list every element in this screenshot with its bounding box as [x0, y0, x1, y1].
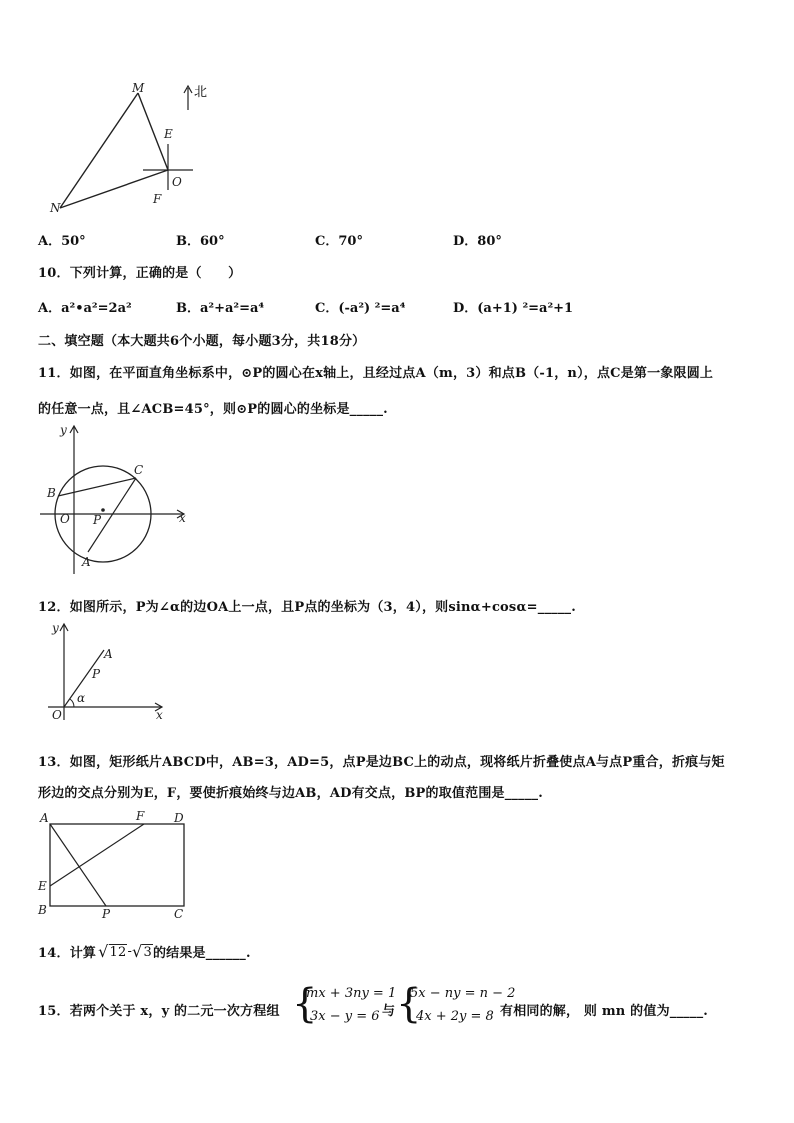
label-N: N [50, 201, 61, 215]
label-O: O [52, 708, 62, 722]
q15-suffix: 有相同的解， 则 mn 的值为_____. [500, 1004, 709, 1019]
q10-option-d[interactable]: D．(a+1) ²=a²+1 [453, 301, 574, 316]
figure-q13-diagram [36, 808, 196, 920]
q15-brace-2: { [396, 981, 422, 1027]
q9-option-a[interactable]: A．50° [38, 234, 86, 249]
q15-mid: 与 [382, 1004, 396, 1019]
label-D: D [174, 811, 184, 825]
q15-sys2-eq1: 5x − ny = n − 2 [410, 986, 516, 1001]
label-C: C [134, 463, 144, 477]
sqrt-12-value: 12 [109, 944, 127, 960]
sqrt-3-value: 3 [143, 944, 152, 960]
section-heading: 二、填空题（本大题共6个小题，每小题3分，共18分） [38, 334, 366, 349]
label-alpha: α [77, 691, 86, 705]
label-M: M [132, 81, 145, 95]
q9-option-b[interactable]: B．60° [176, 234, 225, 249]
q15-prefix: 15．若两个关于 x，y 的二元一次方程组 [38, 1004, 280, 1019]
q9-option-c[interactable]: C．70° [315, 234, 363, 249]
q15-sys2-eq2: 4x + 2y = 8 [416, 1009, 494, 1024]
q14-suffix: 的结果是______. [152, 946, 251, 961]
label-A: A [40, 811, 49, 825]
q13-line1: 13．如图，矩形纸片ABCD中，AB=3，AD=5，点P是边BC上的动点，现将纸片折叠使点A与点P重合，折痕与矩 [38, 755, 725, 770]
label-y: y [52, 621, 59, 635]
label-C: C [174, 907, 184, 921]
label-north: 北 [194, 85, 208, 100]
sqrt-12: √ 12 [98, 941, 127, 961]
q9-option-d[interactable]: D．80° [453, 234, 502, 249]
label-P: P [102, 907, 111, 921]
label-x: x [156, 708, 163, 722]
label-y: y [60, 423, 67, 437]
q14-line [38, 942, 251, 961]
label-B: B [47, 486, 56, 500]
q14-prefix: 14．计算 [38, 946, 97, 961]
q10-option-a[interactable]: A．a²•a²=2a² [38, 301, 132, 316]
q15-sys1-eq2: 3x − y = 6 [310, 1009, 380, 1024]
q13-line2: 形边的交点分别为E，F，要使折痕始终与边AB，AD有交点，BP的取值范围是_____. [38, 786, 543, 801]
label-E: E [38, 879, 47, 893]
label-E: E [164, 127, 173, 141]
label-F: F [136, 809, 145, 823]
q10-stem: 10．下列计算，正确的是（ ） [38, 266, 242, 281]
q15-sys1-eq1: mx + 3ny = 1 [306, 986, 397, 1001]
figure-q11-diagram [38, 422, 198, 578]
label-O: O [172, 175, 182, 189]
label-A: A [104, 647, 113, 661]
label-B: B [38, 903, 47, 917]
figure-q9-diagram [40, 80, 210, 220]
label-F: F [153, 192, 162, 206]
label-x: x [179, 511, 186, 525]
label-A: A [82, 555, 91, 569]
q10-option-c[interactable]: C．(-a²) ²=a⁴ [315, 301, 406, 316]
q10-option-b[interactable]: B．a²+a²=a⁴ [176, 301, 265, 316]
q12-text: 12．如图所示，P为∠α的边OA上一点，且P点的坐标为（3，4），则sinα+cosα=_____. [38, 600, 576, 615]
q14-minus: - [127, 944, 133, 959]
label-O: O [60, 512, 70, 526]
label-P: P [93, 513, 102, 527]
sqrt-3: √ 3 [132, 941, 152, 961]
q11-line1: 11．如图，在平面直角坐标系中，⊙P的圆心在x轴上，且经过点A（m，3）和点B（-1，n），点C是第一象限圆上 [38, 366, 714, 381]
q11-line2: 的任意一点，且∠ACB=45°，则⊙P的圆心的坐标是_____. [38, 402, 388, 417]
label-P: P [92, 667, 101, 681]
figure-q12-diagram [38, 620, 168, 726]
q15-brace-1: { [292, 981, 318, 1027]
